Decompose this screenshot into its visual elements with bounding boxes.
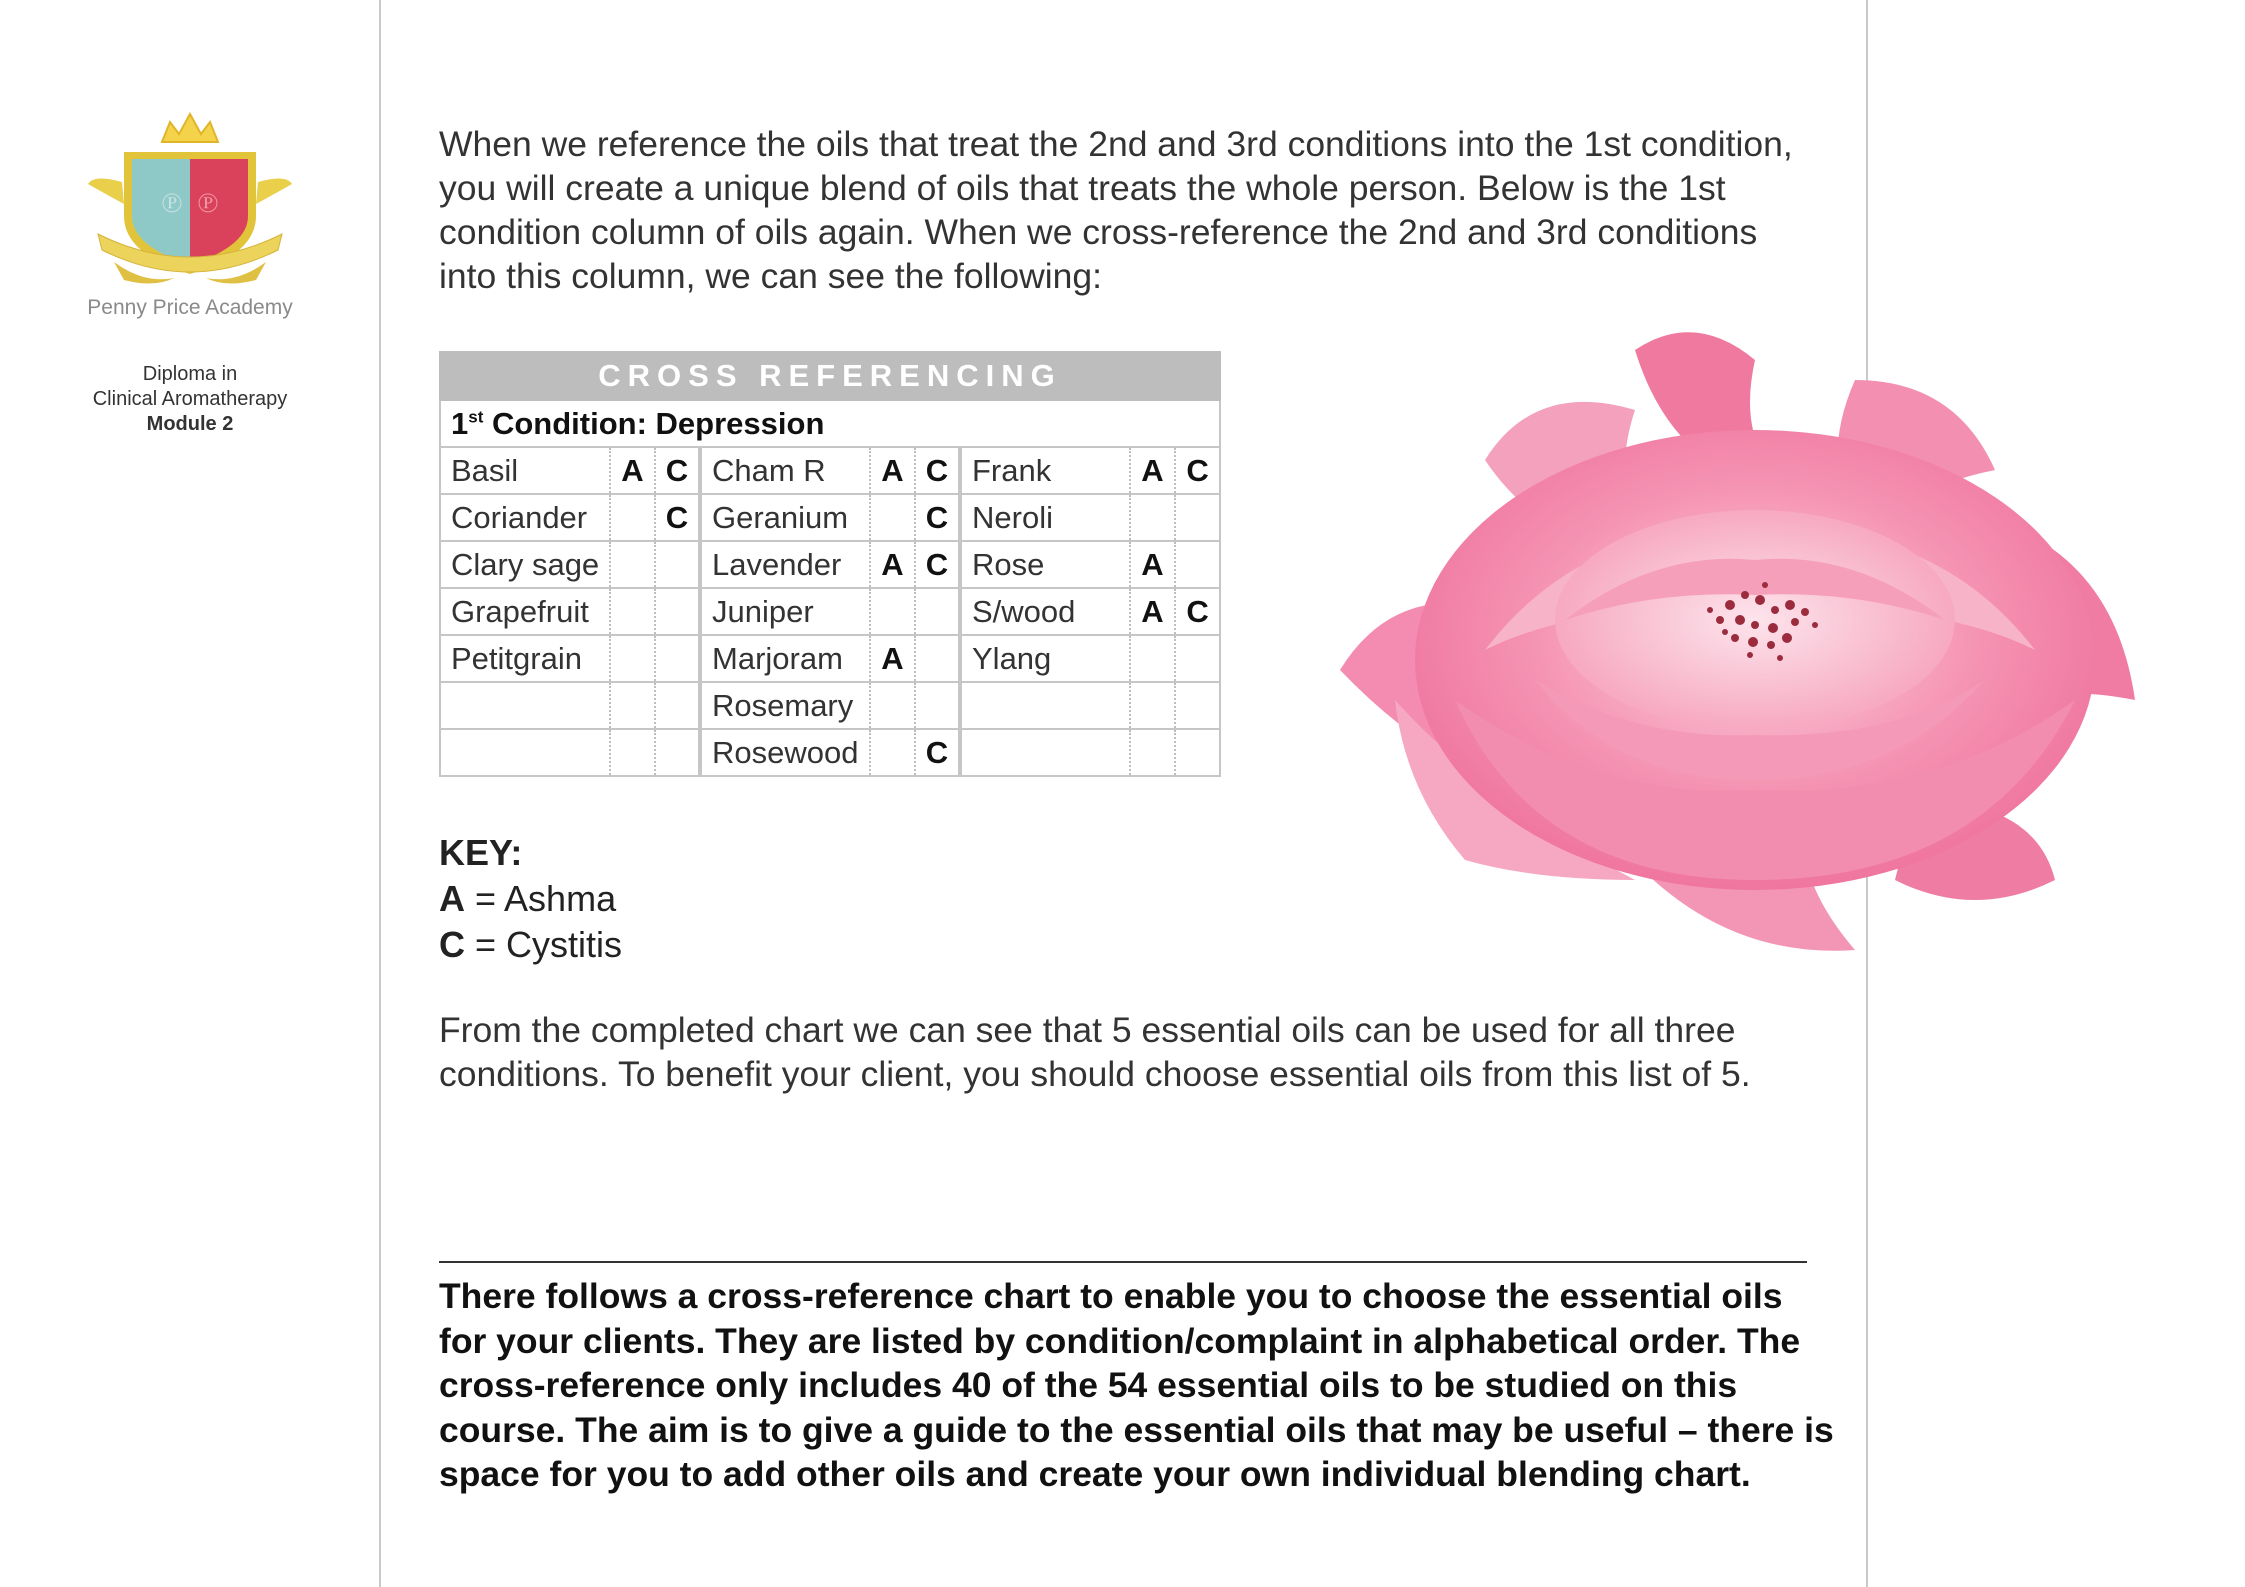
cystitis-mark-cell: C (915, 541, 960, 588)
oil-name-cell: Marjoram (700, 635, 870, 682)
cystitis-mark-cell (915, 635, 960, 682)
asthma-mark-cell (610, 635, 655, 682)
table-title: CROSS REFERENCING (440, 352, 1220, 400)
asthma-mark-cell (610, 541, 655, 588)
cystitis-mark-cell: C (1175, 447, 1220, 494)
pink-rose-image (1335, 320, 2147, 956)
asthma-mark-cell (1130, 682, 1175, 729)
bold-instruction-paragraph: There follows a cross-reference chart to enable you to choose the essential oils for your clients. They are listed by condition/complaint in alphabetical order. The cross-reference only includes 40 of the 54 essential oils to be studied on this course. The aim is to give a guide to the essential oils that may be useful – there is space for you to add other oils and create your own individual blending chart. (439, 1276, 1834, 1494)
asthma-mark-cell: A (1130, 541, 1175, 588)
intro-paragraph: When we reference the oils that treat the 2nd and 3rd conditions into the 1st condition, you will create a unique blend of oils that treats the whole person. Below is the 1st condition column of oils again. When we cross-reference the 2nd and 3rd conditions into this column, we can see the following: (439, 124, 1793, 296)
cystitis-mark-cell (1175, 494, 1220, 541)
oil-name-cell: Coriander (440, 494, 610, 541)
asthma-mark-cell: A (1130, 447, 1175, 494)
asthma-mark-cell (870, 682, 915, 729)
asthma-mark-cell (1130, 494, 1175, 541)
cystitis-mark-cell (915, 682, 960, 729)
table-row (440, 588, 1220, 635)
cystitis-mark-cell: C (655, 494, 700, 541)
oil-name-cell: Rose (960, 541, 1130, 588)
asthma-mark-cell (870, 588, 915, 635)
oil-name-cell: Cham R (700, 447, 870, 494)
oil-name-cell: Lavender (700, 541, 870, 588)
key-item-a: A = Ashma (439, 878, 617, 919)
oil-name-cell: S/wood (960, 588, 1130, 635)
oil-name-cell (440, 729, 610, 776)
cystitis-mark-cell (655, 729, 700, 776)
oil-name-cell (440, 682, 610, 729)
oil-name-cell: Grapefruit (440, 588, 610, 635)
asthma-mark-cell: A (610, 447, 655, 494)
course-line-1: Diploma in (142, 363, 238, 385)
key-item-c: C = Cystitis (439, 924, 623, 965)
cystitis-mark-cell: C (655, 447, 700, 494)
oil-name-cell (960, 729, 1130, 776)
oil-name-cell: Clary sage (440, 541, 610, 588)
cystitis-mark-cell: C (915, 447, 960, 494)
section-divider (439, 1261, 1807, 1263)
table-row (440, 447, 1220, 494)
table-row (440, 635, 1220, 682)
module-label: Module 2 (146, 413, 234, 435)
cystitis-mark-cell (655, 588, 700, 635)
asthma-mark-cell (1130, 729, 1175, 776)
asthma-mark-cell: A (1130, 588, 1175, 635)
cystitis-mark-cell (655, 682, 700, 729)
asthma-mark-cell: A (870, 541, 915, 588)
oil-name-cell: Geranium (700, 494, 870, 541)
condition-heading: 1st Condition: Depression (440, 400, 1220, 447)
asthma-mark-cell (870, 494, 915, 541)
cystitis-mark-cell (1175, 682, 1220, 729)
asthma-mark-cell (610, 729, 655, 776)
oil-name-cell: Petitgrain (440, 635, 610, 682)
cystitis-mark-cell: C (915, 494, 960, 541)
oil-name-cell (960, 682, 1130, 729)
cystitis-mark-cell (655, 635, 700, 682)
oil-name-cell: Basil (440, 447, 610, 494)
oil-name-cell: Rosewood (700, 729, 870, 776)
svg-text:℗: ℗ (161, 188, 183, 219)
table-row (440, 541, 1220, 588)
asthma-mark-cell (610, 494, 655, 541)
course-line-2: Clinical Aromatherapy (92, 388, 288, 410)
asthma-mark-cell: A (870, 635, 915, 682)
academy-name: Penny Price Academy (87, 296, 293, 319)
table-row (440, 494, 1220, 541)
course-info (40, 362, 340, 437)
cross-reference-table (439, 351, 1221, 777)
cystitis-mark-cell (1175, 541, 1220, 588)
key-title: KEY: (439, 832, 523, 873)
table-row (440, 682, 1220, 729)
cystitis-mark-cell: C (915, 729, 960, 776)
table-row (440, 729, 1220, 776)
oil-name-cell: Rosemary (700, 682, 870, 729)
asthma-mark-cell (610, 682, 655, 729)
page-left-border (379, 0, 381, 1587)
key-legend (439, 830, 622, 968)
cystitis-mark-cell (655, 541, 700, 588)
cystitis-mark-cell (1175, 635, 1220, 682)
asthma-mark-cell (610, 588, 655, 635)
conclusion-paragraph: From the completed chart we can see that 5 essential oils can be used for all three conditions. To benefit your client, you should choose essential oils from this list of 5. (439, 1010, 1751, 1094)
academy-crest-logo (84, 112, 296, 292)
oil-name-cell: Frank (960, 447, 1130, 494)
asthma-mark-cell (1130, 635, 1175, 682)
oil-name-cell: Juniper (700, 588, 870, 635)
asthma-mark-cell (870, 729, 915, 776)
oil-name-cell: Neroli (960, 494, 1130, 541)
cystitis-mark-cell (915, 588, 960, 635)
svg-text:℗: ℗ (197, 188, 219, 219)
asthma-mark-cell: A (870, 447, 915, 494)
cystitis-mark-cell: C (1175, 588, 1220, 635)
table-body (440, 447, 1220, 776)
oil-name-cell: Ylang (960, 635, 1130, 682)
cystitis-mark-cell (1175, 729, 1220, 776)
